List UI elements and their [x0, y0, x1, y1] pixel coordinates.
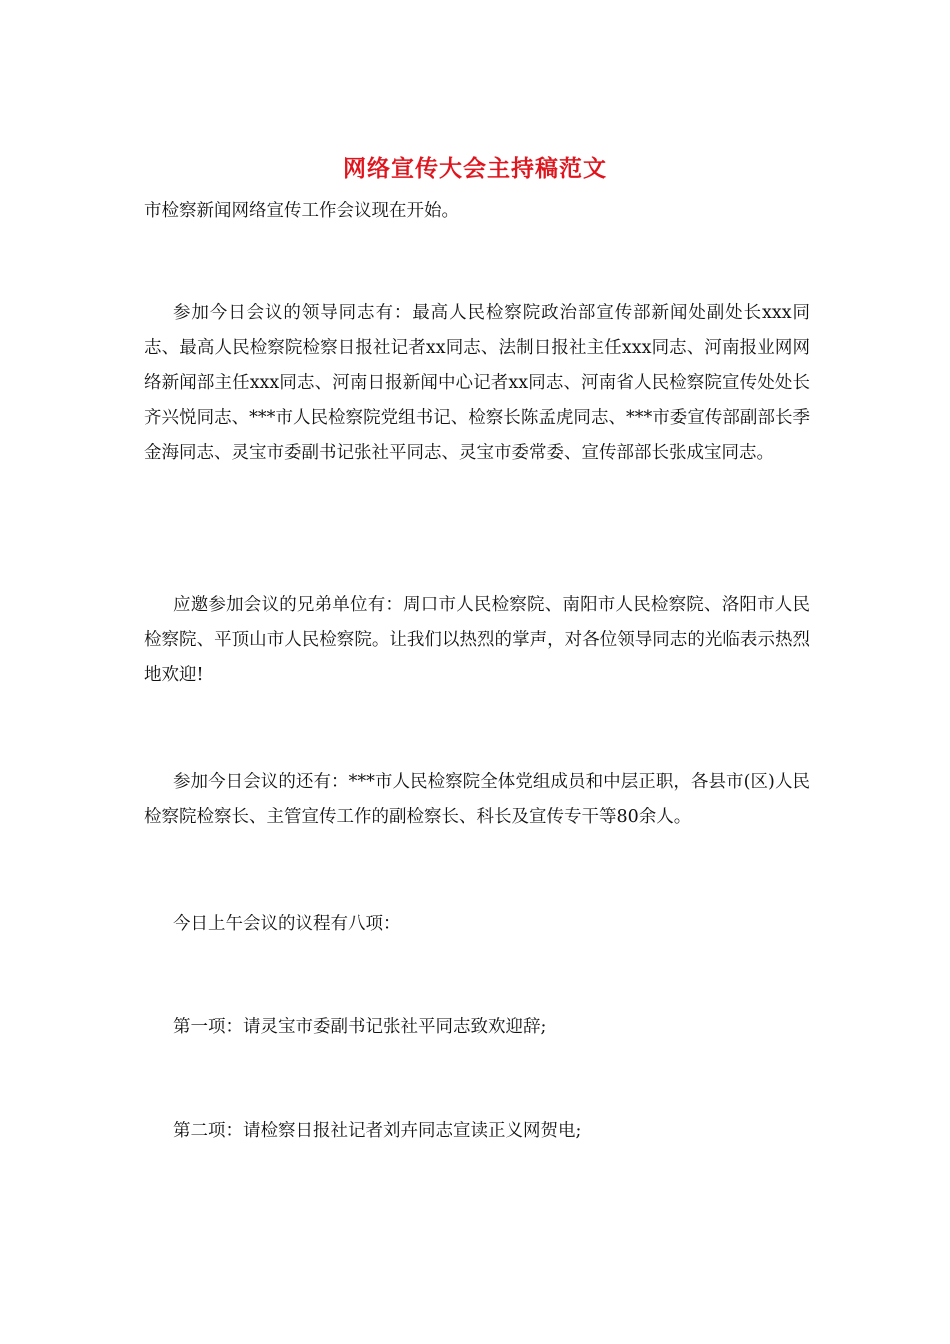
- leaders-paragraph: 参加今日会议的领导同志有：最高人民检察院政治部宣传部新闻处副处长xxx同志、最高人民检察院检察日报社记者xx同志、法制日报社主任xxx同志、河南报业网网络新闻部主任xxx同志、河南日报新闻中心记者xx同志、河南省人民检察院宣传处处长齐兴悦同志、***市人民检察院党组书记、检察长陈孟虎同志、***市委宣传部副部长季金海同志、灵宝市委副书记张社平同志、灵宝市委常委、宣传部部长张成宝同志。: [144, 303, 810, 463]
- opening-paragraph: 市检察新闻网络宣传工作会议现在开始。: [144, 201, 459, 221]
- guest-units-paragraph: 应邀参加会议的兄弟单位有：周口市人民检察院、南阳市人民检察院、洛阳市人民检察院、平顶山市人民检察院。让我们以热烈的掌声，对各位领导同志的光临表示热烈地欢迎!: [144, 595, 810, 685]
- attendees-paragraph: 参加今日会议的还有：***市人民检察院全体党组成员和中层正职，各县市(区)人民检察院检察长、主管宣传工作的副检察长、科长及宣传专干等80余人。: [144, 772, 810, 827]
- document-title: 网络宣传大会主持稿范文: [343, 155, 607, 182]
- agenda-item-1: 第一项：请灵宝市委副书记张社平同志致欢迎辞;: [173, 1017, 547, 1037]
- agenda-intro-paragraph: 今日上午会议的议程有八项：: [173, 914, 401, 934]
- agenda-item-2: 第二项：请检察日报社记者刘卉同志宣读正义网贺电;: [173, 1121, 582, 1141]
